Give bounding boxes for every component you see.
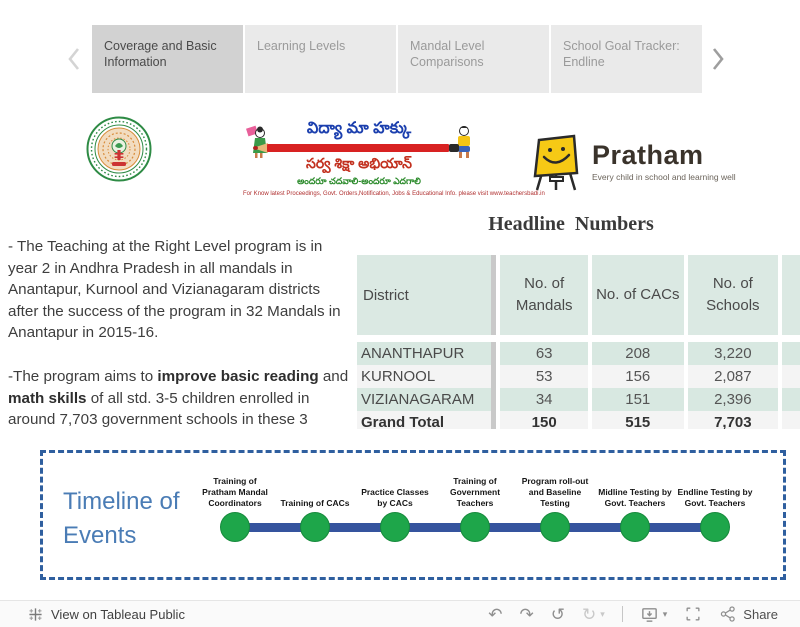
timeline-event-label: Endline Testing by Govt. Teachers bbox=[677, 486, 753, 508]
timeline-milestone-dot[interactable] bbox=[620, 512, 650, 542]
table-row[interactable]: ANANTHAPUR 63 208 3,220 bbox=[357, 342, 800, 365]
tab-coverage-basic-info[interactable]: Coverage and Basic Information bbox=[92, 25, 243, 93]
table-row[interactable]: VIZIANAGARAM 34 151 2,396 bbox=[357, 388, 800, 411]
intro-paragraph-2: -The program aims to improve basic reading and math skills of all std. 3-5 children enrolled in around 7,703 government schools in these 3 bbox=[8, 367, 349, 429]
column-header-district[interactable]: District bbox=[357, 255, 491, 335]
pratham-tagline-text: Every child in school and learning well bbox=[592, 172, 736, 182]
pratham-logo bbox=[530, 133, 736, 191]
ssa-boy-icon bbox=[453, 125, 475, 159]
column-divider bbox=[491, 255, 496, 335]
ap-government-seal-icon bbox=[86, 116, 152, 182]
view-on-tableau-public-link[interactable] bbox=[28, 601, 185, 627]
ssa-telugu-logo bbox=[243, 117, 545, 203]
download-caret-icon: ▾ bbox=[662, 608, 668, 619]
timeline-event-label: Training of Government Teachers bbox=[449, 475, 501, 508]
download-menu-button[interactable] bbox=[640, 605, 668, 624]
tab-mandal-level-comparisons[interactable]: Mandal Level Comparisons bbox=[398, 25, 549, 93]
pratham-easel-icon bbox=[530, 133, 582, 191]
ssa-pencil-icon bbox=[253, 143, 465, 153]
timeline-milestone-dot[interactable] bbox=[220, 512, 250, 542]
view-on-tableau-public-label: View on Tableau Public bbox=[51, 606, 185, 622]
refresh-caret-icon: ▾ bbox=[600, 608, 605, 619]
headline-numbers-table bbox=[357, 255, 800, 429]
timeline-event-label: Training of CACs bbox=[280, 497, 350, 508]
table-grand-total-row[interactable]: Grand Total 150 515 7,703 bbox=[357, 411, 800, 429]
timeline-milestone-dot[interactable] bbox=[540, 512, 570, 542]
ssa-footnote-text: For Know latest Proceedings, Govt. Orders,Notification, Jobs & Educational Info. please visit www.teachersbadi.in bbox=[243, 191, 545, 197]
timeline-event-label: Practice Classes by CACs bbox=[361, 486, 429, 508]
redo-icon[interactable]: ↷ bbox=[519, 604, 534, 624]
share-label: Share bbox=[743, 606, 778, 622]
program-description-text bbox=[8, 236, 352, 431]
share-icon bbox=[719, 605, 737, 623]
tabs-scroll-left-button[interactable] bbox=[66, 46, 82, 72]
chevron-right-icon bbox=[710, 46, 726, 72]
timeline-event-label: Program roll-out and Baseline Testing bbox=[521, 475, 589, 508]
ssa-subtitle-text: సర్వ శిక్షా అభియాన్ bbox=[306, 155, 412, 171]
headline-numbers-title: Headline Numbers bbox=[488, 213, 654, 235]
footer-toolbar bbox=[488, 601, 778, 627]
table-row[interactable]: KURNOOL 53 156 2,087 bbox=[357, 365, 800, 388]
ssa-title-text: విద్యా మా హక్కు bbox=[306, 120, 412, 137]
timeline-title: Timeline of Events bbox=[63, 488, 180, 549]
fullscreen-icon[interactable] bbox=[684, 605, 702, 623]
clipped-column bbox=[782, 255, 800, 335]
timeline-milestone-dot[interactable] bbox=[700, 512, 730, 542]
ssa-motto-text: అందరూ చదవాలి-అందరూ ఎదగాలి bbox=[297, 176, 421, 186]
pratham-name-text: Pratham bbox=[592, 140, 704, 170]
download-device-icon bbox=[640, 605, 659, 624]
ssa-girl-icon bbox=[245, 125, 269, 159]
share-button[interactable] bbox=[719, 605, 778, 623]
revert-icon[interactable]: ↺ bbox=[550, 604, 565, 624]
column-header-schools[interactable]: No. of Schools bbox=[688, 255, 779, 335]
column-header-cacs[interactable]: No. of CACs bbox=[592, 255, 684, 335]
ap-government-seal-logo bbox=[86, 116, 152, 182]
timeline-event-label: Training of Pratham Mandal Coordinators bbox=[202, 475, 268, 508]
undo-icon[interactable]: ↶ bbox=[488, 604, 503, 624]
refresh-icon: ↻ bbox=[581, 604, 597, 624]
timeline-of-events-panel bbox=[40, 450, 786, 580]
tabs-scroll-right-button[interactable] bbox=[710, 46, 726, 72]
timeline-milestone-dot[interactable] bbox=[300, 512, 330, 542]
tab-school-goal-tracker-endline[interactable]: School Goal Tracker: Endline bbox=[551, 25, 702, 93]
tableau-logo-icon bbox=[28, 607, 43, 622]
column-header-mandals[interactable]: No. of Mandals bbox=[500, 255, 588, 335]
table-header-row bbox=[357, 255, 800, 335]
timeline-event-label: Midline Testing by Govt. Teachers bbox=[598, 486, 672, 508]
timeline-milestone-dot[interactable] bbox=[460, 512, 490, 542]
tableau-footer-bar bbox=[0, 600, 800, 627]
tab-learning-levels[interactable]: Learning Levels bbox=[245, 25, 396, 93]
dashboard-tab-bar bbox=[92, 25, 702, 93]
intro-paragraph-1: - The Teaching at the Right Level program is in year 2 in Andhra Pradesh in all mandals in Anantapur, Kurnool and Vizianagaram districts after the success of the program in 32 Mandals in Anantapur in 2015-16. bbox=[8, 238, 341, 342]
timeline-milestone-dot[interactable] bbox=[380, 512, 410, 542]
toolbar-divider bbox=[622, 606, 623, 622]
chevron-left-icon bbox=[66, 46, 82, 72]
